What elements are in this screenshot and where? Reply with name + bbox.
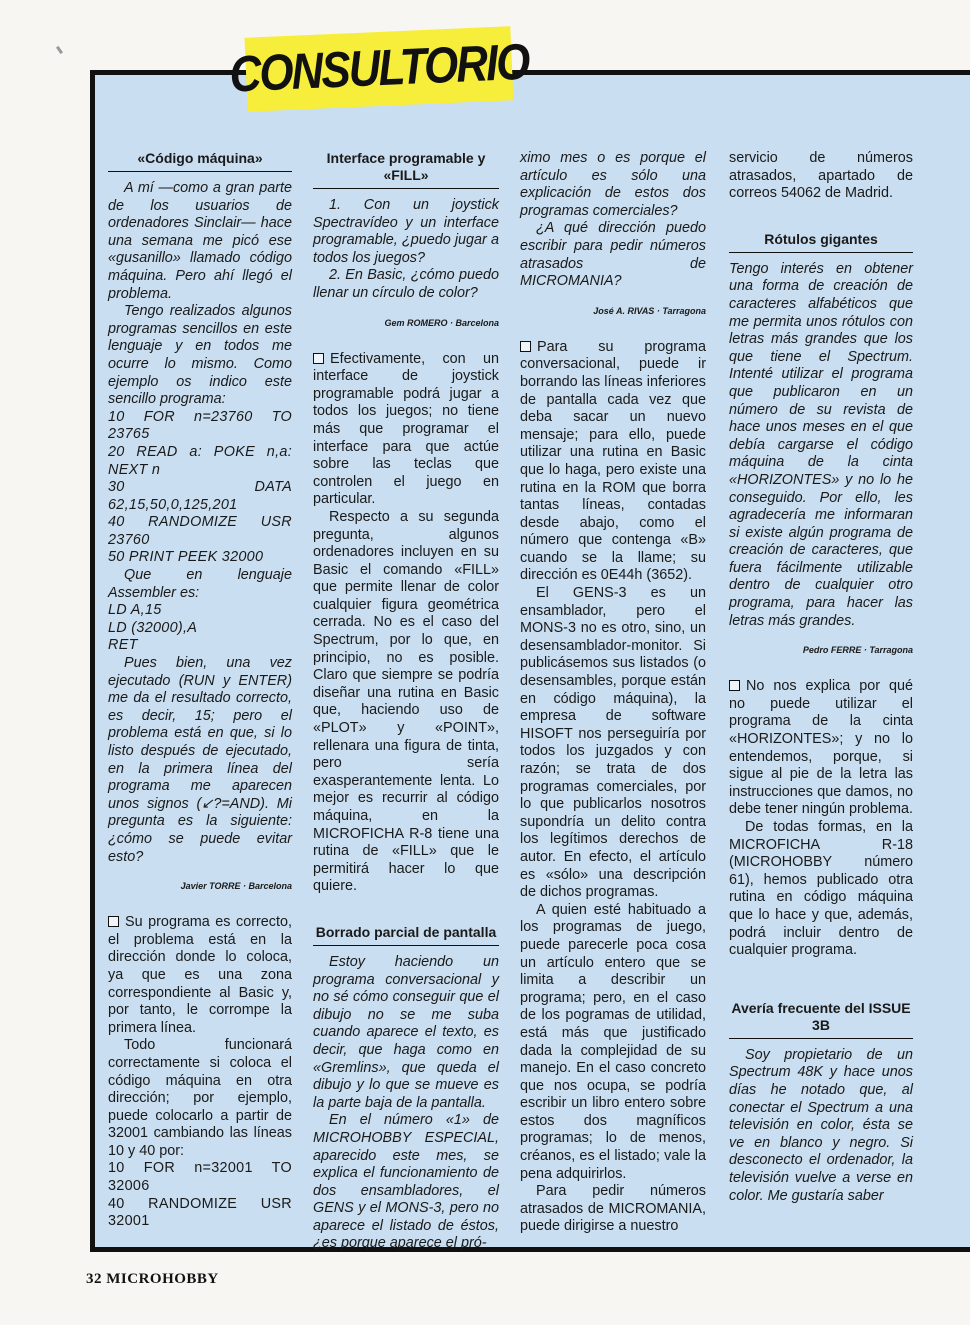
answer-paragraph: Para su programa conversacional, puede ir borrando las líneas inferiores de pantalla cada vez que deba sacar un nuevo mensaje; para ello, puede utilizar una rutina en Basic que lo haga, pero existe una rutina en la ROM que borra tantas líneas, contadas desde abajo, como el número que contenga «B» cuando se la llame; su dirección es 0E44h (3652). [520,338,706,584]
answer-paragraph: El GENS-3 es un ensamblador, pero el MONS-3 no es otro, sino, un desensamblador-monitor. Si publicásemos sus listados (o desensambles, porque están en código máquina), la empresa de software HISOFT nos perseguiría por todos los juzgados y con razón; se trata de dos programas comerciales, por lo que publicarlos nosotros supondría un delito contra los legítimos derechos de autor. En efecto, el artículo es «sólo» una descripción de dichos programas. [520,585,706,901]
heading-borrado-pantalla: Borrado parcial de pantalla [313,924,499,946]
column-2 [313,150,499,1253]
letter-paragraph: En el número «1» de MICROHOBBY ESPECIAL, aparecido este mes, se explica el funcionamiento de dos ensambladores, el GENS y el MONS-3, pero no aparece el listado de éstos, ¿es porque aparece el pró- [313,1112,499,1252]
letter-paragraph: 2. En Basic, ¿cómo puedo llenar un círculo de color? [313,267,499,301]
answer-box-icon [520,341,531,352]
answer-paragraph: Todo funcionará correctamente si coloca el código máquina en otra dirección; por ejemplo, puede colocarlo a partir de 32001 cambiando las líneas 10 y 40 por: [108,1037,292,1159]
asm-line: RET [108,637,138,654]
column-4 [729,150,913,1205]
letter-paragraph: 1. Con un joystick Spectravídeo y un interface programable, ¿puedo jugar a todos los juegos? [313,197,499,266]
code-line: 30 DATA 62,15,50,0,125,201 [108,479,292,513]
answer-box-icon [108,916,119,927]
section-title-banner [228,26,530,112]
page-footer: 32 MICROHOBBY [86,1271,219,1287]
asm-line: LD (32000),A [108,619,198,636]
scan-mark [56,46,63,54]
answer-paragraph: Efectivamente, con un interface de joystick programable podrá jugar a todos los juegos; no tiene más que programar el interface para que actúe sobre las teclas que controlen el juego en particular. [313,350,499,508]
column-3 [520,150,706,1236]
letter-paragraph: Que en lenguaje Assembler es: [108,567,292,601]
answer-paragraph: A quien esté habituado a los programas de juego, puede parecerle poca cosa un artículo entero que se limita a describir un programa; pero, en el caso de los pogramas de utilidad, está más que justificado dada la complejidad de su manejo. En el caso concreto que nos ocupa, se podría escribir un libro entero sobre estos dos magníficos programas; lo de menos, créanos, es el listado; vale la pena adquirirlos. [520,901,706,1182]
code-line: 40 RANDOMIZE USR 23760 [108,514,292,548]
letter-paragraph: ¿A qué dirección puedo escribir para pedir números atrasados de MICROMANIA? [520,220,706,290]
answer-box-icon [313,353,324,364]
code-line: 10 FOR n=23760 TO 23765 [108,408,292,443]
heading-averia-issue-3b: Avería frecuente del ISSUE 3B [729,1000,913,1039]
letter-paragraph: Estoy haciendo un programa conversacional y no sé cómo conseguir que el dibujo no se me suba cuando aparece el texto, es decir, que haga como en «Gremlins», que queda el dibujo y lo que se mueve es la parte baja de la pantalla. [313,953,499,1111]
letter-paragraph: Soy propietario de un Spectrum 48K y hace unos días he notado que, al conectar el Spectrum a una televisión en color, ésta se ve en blanco y negro. Si desconecto el ordenador, la televisión vuelve a verse en color. Me gustaría saber [729,1046,913,1204]
letter-paragraph: Tengo interés en obtener una forma de creación de caracteres alfabéticos que me permita unos rótulos con letras más grandes que los que tiene el Spectrum. Intenté utilizar el programa que publicaron en un número de su revista de hace unos meses en el que debía cargarse el código máquina de la cinta «HORIZONTES» y no lo he conseguido. Por ello, les agradecería me informaran si existe algún programa de creación de caracteres, que fuera fácilmente utilizable dentro de cualquier otro programa, para hacer las letras más grandes. [729,260,913,629]
answer-paragraph: Para pedir números atrasados de MICROMANIA, puede dirigirse a nuestro [520,1183,706,1235]
code-line: 10 FOR n=32001 TO 32006 [108,1160,292,1195]
answer-paragraph: De todas formas, en la MICROFICHA R-18 (MICROHOBBY número 61), hemos publicado otra rutina en código máquina que lo hace y que, además, podrá incluir dentro de cualquier programa. [729,819,913,959]
letter-paragraph: A mí —como a gran parte de los usuarios de ordenadores Sinclair— hace una semana me picó ese «gusanillo» llamado código máquina. Pero ahí llegó el problema. [108,180,292,302]
column-1 [108,150,292,1231]
letter-paragraph: Pues bien, una vez ejecutado (RUN y ENTER) me da el resultado correcto, es decir, 15; pero el problema está en que, si lo listo después de ejecutado, en la primera línea del programa me aparecen unos signos (↙?=AND). Mi pregunta es la siguiente: ¿cómo se puede evitar esto? [108,655,292,865]
signature: Javier TORRE · Barcelona [180,881,292,892]
heading-codigo-maquina: «Código máquina» [108,150,292,172]
code-line: 50 PRINT PEEK 32000 [108,549,264,566]
heading-rotulos-gigantes: Rótulos gigantes [729,231,913,253]
letter-paragraph: Tengo realizados algunos programas sencillos en este lenguaje y en todos me ocurre lo mismo. Como ejemplo os indico este sencillo programa: [108,303,292,408]
signature: José A. RIVAS · Tarragona [593,305,706,316]
answer-paragraph: Respecto a su segunda pregunta, algunos ordenadores incluyen en su Basic el comando «FILL» que permite llenar de color cualquier figura geométrica cerrada. No es el caso del Spectrum, por lo que, en principio, no es posible. Claro que siempre se podría diseñar una rutina en Basic que, haciendo uso de «PLOT» y «POINT», rellenara una figura de tinta, pero sería exasperantemente lenta. Lo mejor es recurrir al código máquina, en la MICROFICHA R-8 tiene una rutina de «FILL» que le permitirá hacer lo que quiere. [313,508,499,895]
section-title: CONSULTORIO [228,33,530,104]
code-line: 40 RANDOMIZE USR 32001 [108,1195,292,1230]
signature: Pedro FERRE · Tarragona [802,645,913,656]
answer-box-icon [729,680,740,691]
code-line: 20 READ a: POKE n,a: NEXT n [108,443,292,478]
heading-interface-fill: Interface programable y «FILL» [313,150,499,189]
answer-paragraph: No nos explica por qué no puede utilizar el programa de la cinta «HORIZONTES»; y no lo entendemos, porque, si sigue al pie de la letra las instrucciones que damos, no debe tener ningún problema. [729,678,914,818]
letter-paragraph: ximo mes o es porque el artículo es sólo una explicación de estos dos programas comerciales? [520,150,706,219]
signature: Gem ROMERO · Barcelona [384,317,499,328]
answer-paragraph: Su programa es correcto, el problema está en la dirección donde lo coloca, ya que es una zona correspondiente al Basic y, por tanto, le corrompe la primera línea. [108,914,292,1036]
answer-paragraph: servicio de números atrasados, apartado de correos 54062 de Madrid. [729,150,913,202]
asm-line: LD A,15 [108,602,162,619]
